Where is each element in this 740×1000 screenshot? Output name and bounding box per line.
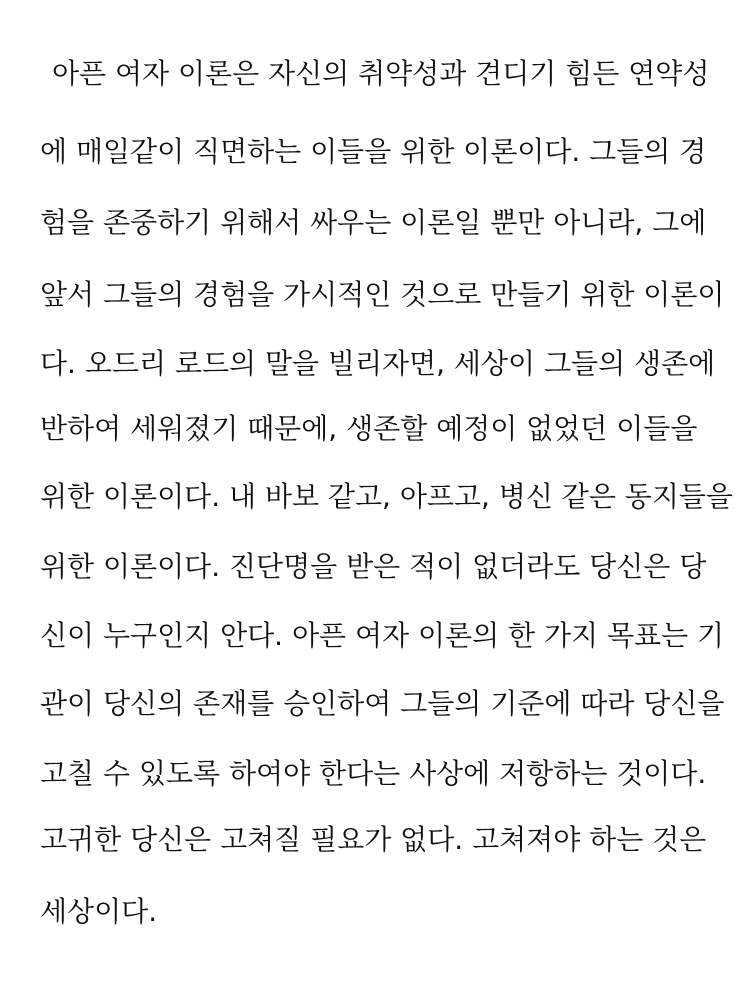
text-line-13: 세상이다.: [40, 895, 158, 928]
text-line-12: 고귀한 당신은 고쳐질 필요가 없다. 고쳐져야 하는 것은: [40, 823, 707, 856]
text-line-10: 관이 당신의 존재를 승인하여 그들의 기준에 따라 당신을: [40, 687, 725, 720]
text-line-11: 고칠 수 있도록 하여야 한다는 사상에 저항하는 것이다.: [40, 757, 707, 790]
text-line-5: 다. 오드리 로드의 말을 빌리자면, 세상이 그들의 생존에: [40, 347, 716, 380]
text-line-9: 신이 누구인지 안다. 아픈 여자 이론의 한 가지 목표는 기: [40, 619, 725, 652]
text-line-4: 앞서 그들의 경험을 가시적인 것으로 만들기 위한 이론이: [40, 278, 725, 311]
text-line-8: 위한 이론이다. 진단명을 받은 적이 없더라도 당신은 당: [40, 550, 707, 583]
text-line-1: 아픈 여자 이론은 자신의 취약성과 견디기 힘든 연약성: [52, 57, 710, 90]
text-line-7: 위한 이론이다. 내 바보 같고, 아프고, 병신 같은 동지들을: [40, 480, 733, 513]
text-line-2: 에 매일같이 직면하는 이들을 위한 이론이다. 그들의 경: [40, 135, 707, 168]
text-line-3: 험을 존중하기 위해서 싸우는 이론일 뿐만 아니라, 그에: [40, 206, 707, 239]
text-line-6: 반하여 세워졌기 때문에, 생존할 예정이 없었던 이들을: [40, 412, 698, 445]
